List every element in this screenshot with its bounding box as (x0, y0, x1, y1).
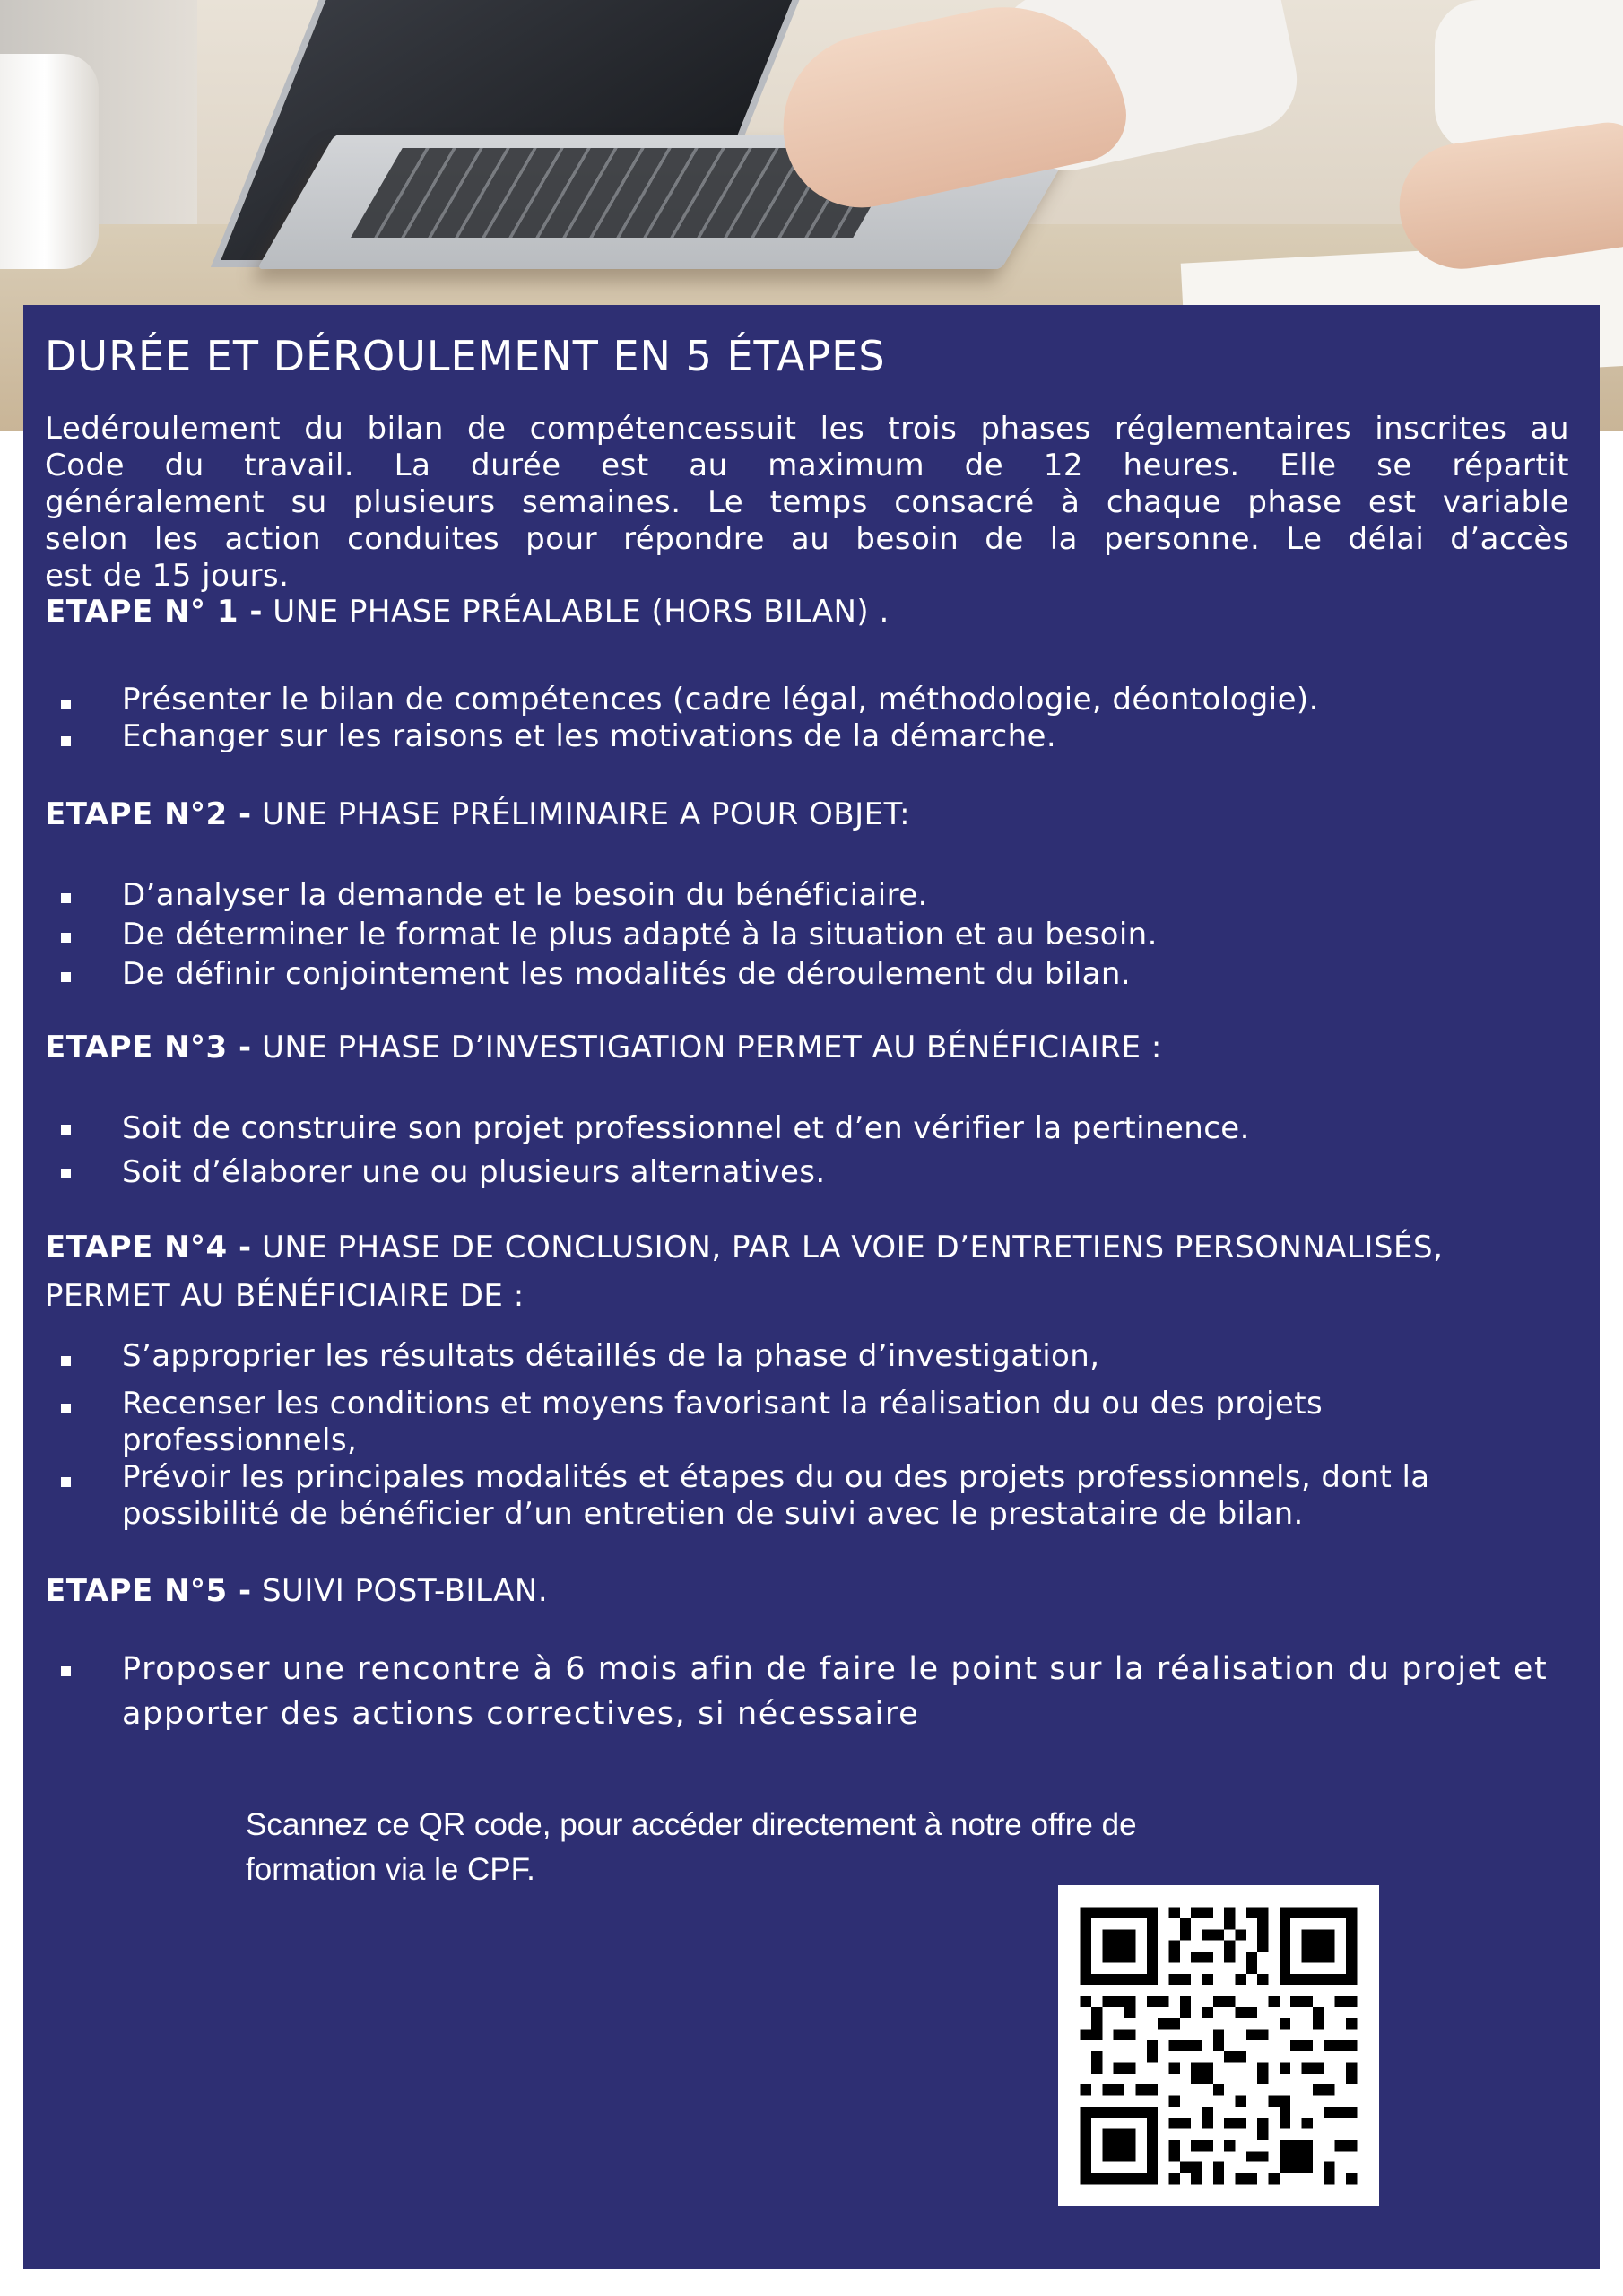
list-item: D’analyser la demande et le besoin du bénéficiaire. (45, 875, 1587, 915)
intro-line: généralement su plusieurs semaines. Le temps consacré à chaque phase est variable (45, 484, 1569, 520)
intro-paragraph (45, 411, 1569, 595)
list-item: Soit de construire son projet professionnel et d’en vérifier la pertinence. (45, 1107, 1587, 1151)
list-item: S’approprier les résultats détaillés de la phase d’investigation, (45, 1338, 1587, 1375)
list-item: Présenter le bilan de compétences (cadre légal, méthodologie, déontologie). (45, 682, 1587, 718)
cta-line: Scannez ce QR code, pour accéder directement à notre offre de (246, 1807, 1137, 1842)
step-4-list (45, 1338, 1587, 1533)
intro-line: est de 15 jours. (45, 558, 290, 594)
list-item: Proposer une rencontre à 6 mois afin de faire le point sur la réalisation du projet et apporter des actions correctives, si nécessaire (45, 1647, 1587, 1736)
photo-hand (766, 0, 1134, 222)
page-title: DURÉE ET DÉROULEMENT EN 5 ÉTAPES (45, 332, 886, 380)
intro-line: Code du travail. La durée est au maximum de 12 heures. Elle se répartit (45, 448, 1569, 483)
step-label: ETAPE N°5 - (45, 1573, 252, 1609)
step-4-heading (45, 1223, 1443, 1320)
step-title: SUIVI POST-BILAN. (251, 1573, 549, 1609)
step-label: ETAPE N°2 - (45, 796, 252, 832)
step-2-heading (45, 796, 910, 832)
step-title: UNE PHASE D’INVESTIGATION PERMET AU BÉNÉFICIAIRE : (251, 1030, 1162, 1065)
list-item: De définir conjointement les modalités de déroulement du bilan. (45, 954, 1587, 994)
step-1-heading (45, 594, 890, 630)
list-item: Recenser les conditions et moyens favorisant la réalisation du ou des projets professionnels, (45, 1386, 1587, 1459)
bullet-icon (61, 933, 71, 943)
qr-code[interactable] (1058, 1885, 1379, 2206)
bullet-icon (61, 1477, 71, 1487)
content-panel (23, 305, 1600, 2269)
qr-code-icon (1058, 1885, 1379, 2206)
step-5-list (45, 1647, 1587, 1736)
step-title: UNE PHASE DE CONCLUSION, PAR LA VOIE D’ENTRETIENS PERSONNALISÉS, (251, 1230, 1444, 1265)
step-3-list (45, 1107, 1587, 1195)
list-item: De déterminer le format le plus adapté à la situation et au besoin. (45, 915, 1587, 954)
bullet-icon (61, 1666, 71, 1676)
list-item: Soit d’élaborer une ou plusieurs alternatives. (45, 1151, 1587, 1195)
list-item: Echanger sur les raisons et les motivations de la démarche. (45, 718, 1587, 755)
step-label: ETAPE N°4 - (45, 1230, 252, 1265)
list-item: Prévoir les principales modalités et étapes du ou des projets professionnels, dont la possibilité de bénéficier d’un entretien de suivi avec le prestataire de bilan. (45, 1459, 1587, 1533)
step-2-list (45, 875, 1587, 994)
intro-line: selon les action conduites pour répondre au besoin de la personne. Le délai d’accès (45, 521, 1569, 557)
photo-cup (0, 54, 99, 269)
step-title: UNE PHASE PRÉALABLE (HORS BILAN) . (262, 594, 890, 630)
cta-line: formation via le CPF. (246, 1852, 535, 1887)
step-5-heading (45, 1573, 548, 1609)
intro-line: Ledéroulement du bilan de compétencessuit les trois phases réglementaires inscrites au (45, 411, 1569, 447)
qr-call-to-action (246, 1803, 1142, 1892)
step-label: ETAPE N° 1 - (45, 594, 263, 630)
step-1-list (45, 682, 1587, 755)
step-title: UNE PHASE PRÉLIMINAIRE A POUR OBJET: (251, 796, 911, 832)
bullet-icon (61, 972, 71, 982)
step-label: ETAPE N°3 - (45, 1030, 252, 1065)
bullet-icon (61, 893, 71, 903)
step-3-heading (45, 1030, 1162, 1065)
step-title-continued: PERMET AU BÉNÉFICIAIRE DE : (45, 1278, 525, 1314)
bullet-icon (61, 1169, 71, 1178)
bullet-icon (61, 1356, 71, 1366)
bullet-icon (61, 1125, 71, 1135)
bullet-icon (61, 1404, 71, 1413)
bullet-icon (61, 736, 71, 746)
bullet-icon (61, 700, 71, 709)
